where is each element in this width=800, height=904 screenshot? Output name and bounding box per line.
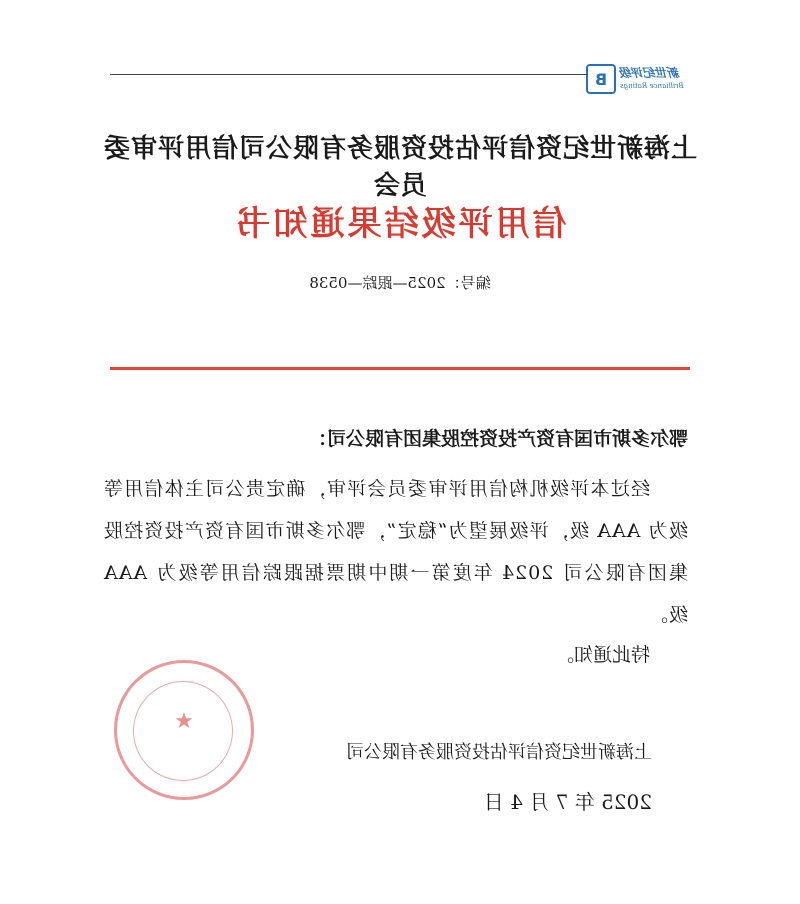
company-seal-icon (114, 660, 254, 800)
issuer-name: 上海新世纪资信评估投资服务有限公司 (346, 742, 652, 763)
notice-title: 信用评级结果通知书 (233, 204, 567, 244)
document-number: 编号：2025—跟踪—0538 (309, 274, 491, 292)
closing-line: 特此通知。 (554, 644, 650, 666)
notice-body: 经过本评级机构信用评审委员会评审，确定贵公司主体信用等级为 AAA 级，评级展望为“稳定”，鄂尔多斯市国有资产投资控股集团有限公司 2024 年度第一期中期票据跟踪信用等级为 AAA 级。 (103, 478, 688, 626)
committee-name: 上海新世纪资信评估投资服务有限公司信用评审委员会 (103, 134, 698, 201)
logo-mark-icon: B (586, 64, 616, 94)
red-divider (110, 367, 690, 370)
seal-star-icon: ★ (174, 709, 194, 734)
header-rule (110, 74, 588, 75)
issue-date: 2025 年 7 月 4 日 (483, 790, 652, 814)
logo-english-text: Brilliance Ratings (620, 82, 684, 90)
brilliance-logo (572, 60, 692, 100)
logo-chinese-text: 新世纪评级 (620, 66, 681, 80)
addressee: 鄂尔多斯市国有资产投资控股集团有限公司： (307, 428, 688, 450)
